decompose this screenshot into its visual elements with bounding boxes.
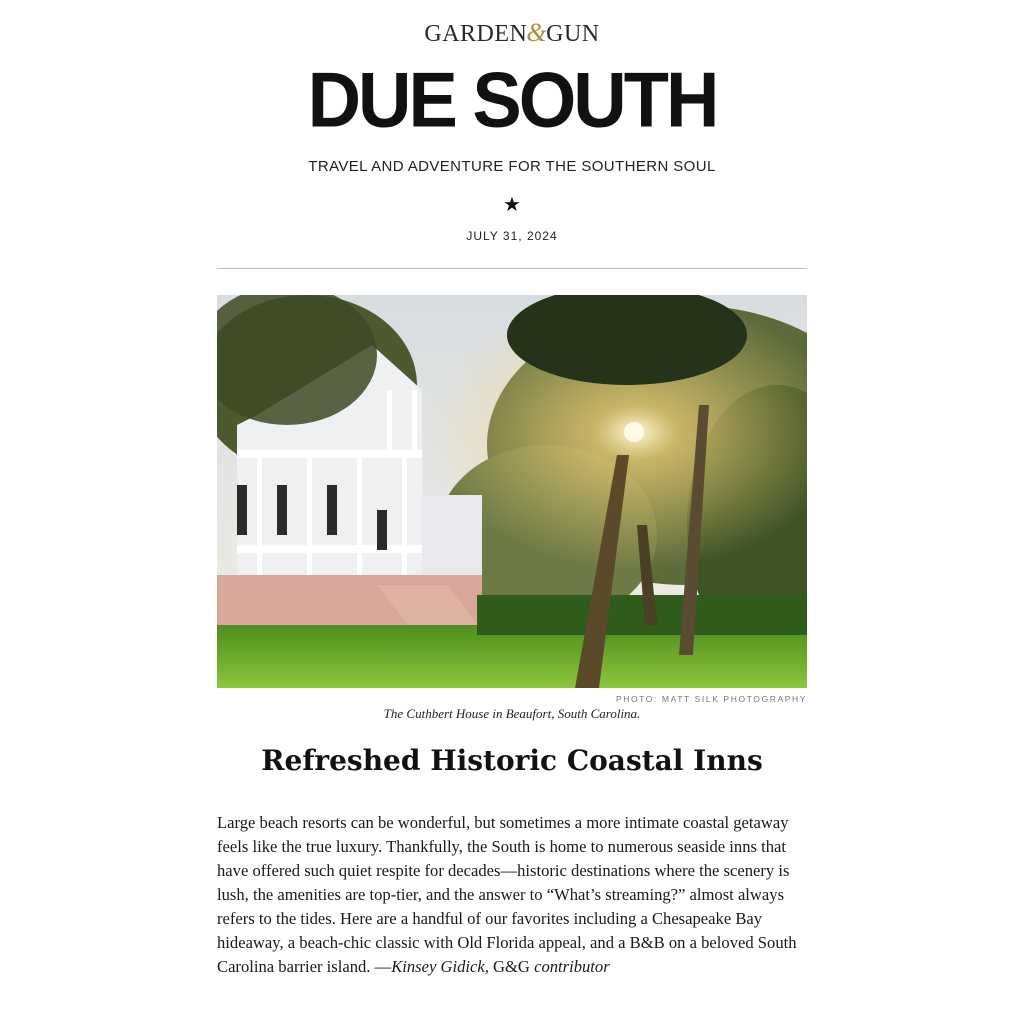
garden-and-gun-logo[interactable] <box>0 18 1024 48</box>
author-role: contributor <box>534 957 610 976</box>
article-headline[interactable]: Refreshed Historic Coastal Inns <box>261 744 763 777</box>
issue-date: JULY 31, 2024 <box>466 229 558 243</box>
article-body-text: Large beach resorts can be wonderful, but sometimes a more intimate coastal getaway feels like the true luxury. Thankfully, the South is home to numerous seaside inns that have offered such quiet respite for decades—historic destinations where the scenery is lush, the amenities are top-tier, and the answer to “What’s streaming?” almost always refers to the tides. Here are a handful of our favorites including a Chesapeake Bay hideaway, a beach-chic classic with Old Florida appeal, and a B&B on a beloved South Carolina barrier island. — <box>217 813 797 976</box>
photo-caption: The Cuthbert House in Beaufort, South Carolina. <box>383 706 641 721</box>
author-role-publication: G&G <box>488 957 530 976</box>
newsletter-tagline: TRAVEL AND ADVENTURE FOR THE SOUTHERN SOUL <box>308 158 716 175</box>
hero-photo[interactable] <box>217 295 807 688</box>
logo-word-garden: GARDEN <box>424 21 528 47</box>
logo-word-gun: GUN <box>546 21 600 47</box>
header-divider <box>217 268 807 269</box>
newsletter-title: DUE SOUTH <box>307 55 717 144</box>
article-body <box>217 811 812 979</box>
logo-ampersand: & <box>526 18 548 47</box>
hero-photo-illustration <box>217 295 807 688</box>
star-icon: ★ <box>503 192 521 216</box>
photo-credit: PHOTO: MATT SILK PHOTOGRAPHY <box>615 694 807 704</box>
author-name: Kinsey Gidick, <box>391 957 489 976</box>
